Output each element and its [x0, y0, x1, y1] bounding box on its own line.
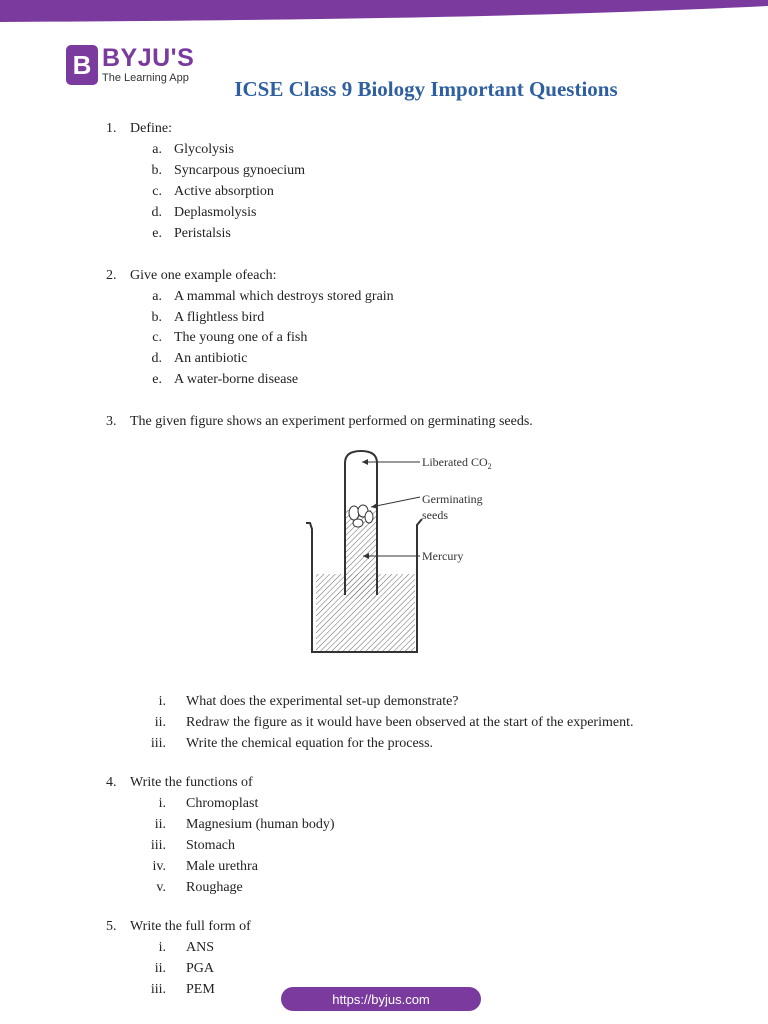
list-item: v. Roughage	[156, 880, 243, 895]
logo-tagline: The Learning App	[102, 72, 189, 84]
logo-mark: B	[66, 45, 98, 85]
label-liberated-co2: Liberated $CO_2$	[422, 455, 492, 471]
list-item: i. Chromoplast	[158, 796, 259, 811]
list-item: b. A flightless bird	[151, 310, 265, 325]
question-2	[106, 268, 277, 284]
list-item: ii. Redraw the figure as it would have been observed at the start of the experiment.	[154, 715, 634, 730]
question-number: 1.	[106, 121, 117, 136]
list-item: e. Peristalsis	[152, 226, 231, 241]
list-item: i. ANS	[158, 940, 215, 955]
question-text: Write the functions of	[130, 775, 253, 790]
list-item: iii. PEM	[150, 982, 215, 997]
list-item: d. Deplasmolysis	[151, 205, 257, 220]
question-number: 5.	[106, 919, 117, 934]
question-3	[106, 414, 533, 430]
question-number: 2.	[106, 268, 117, 283]
label-seeds: seeds	[422, 508, 448, 522]
germination-experiment-figure	[300, 445, 510, 660]
top-banner	[0, 0, 768, 22]
question-4	[106, 775, 253, 791]
list-item: c. Active absorption	[152, 184, 274, 199]
label-mercury: Mercury	[422, 549, 464, 563]
page-title: ICSE Class 9 Biology Important Questions	[234, 77, 618, 101]
question-number: 3.	[106, 414, 117, 429]
list-item: iii. Write the chemical equation for the process.	[150, 736, 434, 751]
list-item: i. What does the experimental set-up demonstrate?	[158, 694, 459, 709]
list-item: iv. Male urethra	[152, 859, 258, 874]
question-text: Write the full form of	[130, 919, 251, 934]
question-text: Give one example ofeach:	[130, 268, 277, 283]
question-number: 4.	[106, 775, 117, 790]
question-5	[106, 919, 251, 935]
list-item: a. A mammal which destroys stored grain	[152, 289, 394, 304]
list-item: ii. PGA	[154, 961, 215, 976]
list-item: d. An antibiotic	[151, 351, 248, 366]
logo-brand: BYJU'S	[102, 44, 195, 72]
footer-url-link[interactable]: https://byjus.com	[281, 987, 481, 1011]
list-item: b. Syncarpous gynoecium	[151, 163, 306, 178]
list-item: iii. Stomach	[150, 838, 235, 853]
list-item: a. Glycolysis	[152, 142, 234, 157]
label-germinating: Germinating	[422, 492, 483, 506]
question-text: The given figure shows an experiment performed on germinating seeds.	[130, 414, 533, 429]
list-item: ii. Magnesium (human body)	[154, 817, 335, 832]
list-item: c. The young one of a fish	[152, 330, 308, 345]
list-item: e. A water-borne disease	[152, 372, 299, 387]
question-text: Define:	[130, 121, 172, 136]
question-1	[106, 121, 172, 137]
